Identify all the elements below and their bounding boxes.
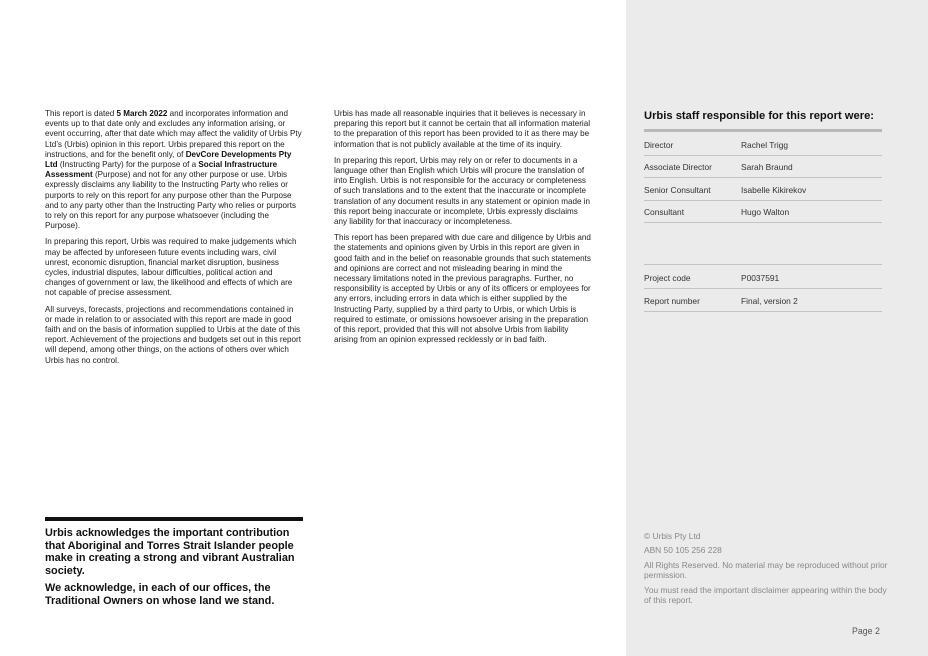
staff-name: Rachel Trigg — [741, 140, 789, 150]
copyright: © Urbis Pty Ltd — [644, 531, 701, 541]
disclaimer-paragraph: In preparing this report, Urbis was required to make judgements which may be affected by unforeseen future events including wars, civil unrest, economic disruption, financial market disruption, business cycles, industrial disputes, labour difficulties, political action and changes of government or law, the likelihood and effects of which are not capable of precise assessment. — [45, 237, 297, 298]
project-code-row — [644, 266, 882, 289]
project-value: Final, version 2 — [741, 296, 798, 306]
acknowledgement-divider — [45, 517, 303, 521]
staff-name: Isabelle Kikirekov — [741, 185, 807, 195]
disclaimer-notice: You must read the important disclaimer appearing within the body of this report. — [644, 584, 887, 606]
acknowledgement-paragraph: Urbis acknowledges the important contribution that Aboriginal and Torres Strait Islander people make in creating a strong and vibrant Australian society. — [45, 527, 295, 577]
disclaimer-paragraph: All surveys, forecasts, projections and recommendations contained in or made in relation to or associated with this report are made in good faith and on the basis of information supplied to Urbis at the date of this report. Achievement of the projections and budgets set out in this report will depend, among other things, on the actions of others over which Urbis has no control. — [45, 304, 302, 365]
disclaimer-paragraph: Urbis has made all reasonable inquiries that it believes is necessary in preparing this report but it cannot be certain that all information material to the preparation of this report has been provided to it as there may be information that is not publicly available at the time of its inquiry. — [334, 109, 590, 149]
staff-row-associate-director — [644, 155, 882, 178]
disclaimer-column-left — [45, 109, 302, 372]
disclaimer-paragraph: This report is dated 5 March 2022 and incorporates information and events up to that date only and excludes any information arising, or event occurring, after that date which may affect the validity of Urbis Pty Ltd’s (Urbis) opinion in this report. Urbis prepared this report on the instructions, and for the benefit only, of DevCore Developments Pty Ltd (Instructing Party) for the purpose of a Social Infrastructure Assessment (Purpose) and not for any other purpose or use. Urbis expressly disclaims any liability to the Instructing Party who relies or purports to rely on this report for any purpose other than the Purpose and to any party other than the Instructing Party who relies or purports to rely on this report for any purpose whatsoever (including the Purpose). — [45, 109, 302, 231]
report-number-row — [644, 289, 882, 312]
report-date: 5 March 2022 — [116, 109, 168, 118]
staff-role: Senior Consultant — [644, 185, 711, 195]
project-label: Report number — [644, 296, 700, 306]
project-divider — [644, 264, 882, 265]
staff-name: Hugo Walton — [741, 207, 790, 217]
disclaimer-column-right — [334, 109, 593, 351]
disclaimer-paragraph: In preparing this report, Urbis may rely on or refer to documents in a language other than English which Urbis will procure the translation of into English. Urbis is not responsible for the accuracy or completeness of such translations and to the extent that the inaccurate or incomplete translation of any document results in any statement or opinion made in this report being inaccurate or incomplete, Urbis expressly disclaims any liability for that inaccuracy or incompleteness. — [334, 155, 590, 227]
staff-heading-rule — [644, 129, 882, 132]
client-name: DevCore Developments Pty Ltd — [45, 149, 292, 170]
project-value: P0037591 — [741, 273, 780, 283]
staff-name: Sarah Braund — [741, 162, 793, 172]
staff-role: Associate Director — [644, 162, 712, 172]
staff-role: Consultant — [644, 207, 685, 217]
staff-row-senior-consultant — [644, 178, 882, 201]
staff-row-consultant — [644, 200, 882, 223]
country-acknowledgement — [45, 527, 307, 613]
rights-notice: All Rights Reserved. No material may be reproduced without prior permission. — [644, 559, 888, 581]
project-label: Project code — [644, 273, 691, 283]
staff-role: Director — [644, 140, 674, 150]
abn: ABN 50 105 256 228 — [644, 545, 722, 556]
staff-row-director — [644, 133, 882, 156]
acknowledgement-paragraph: We acknowledge, in each of our offices, the Traditional Owners on whose land we stand. — [45, 582, 275, 607]
copyright-footer — [644, 531, 889, 609]
report-purpose: Social Infrastructure Assessment — [45, 160, 278, 180]
page-number: Page 2 — [852, 626, 880, 636]
disclaimer-paragraph: This report has been prepared with due care and diligence by Urbis and the statements and opinions given by Urbis in this report are given in good faith and in the belief on reasonable grounds that such statements and opinions are correct and not misleading bearing in mind the necessary limitations noted in the previous paragraphs. Further, no responsibility is accepted by Urbis or any of its officers or employees for any errors, including errors in data which is either supplied by the Instructing Party, supplied by a third party to Urbis, or which Urbis is required to estimate, or omissions howsoever arising in the preparation of this report, provided that this will not absolve Urbis from liability arising from an opinion expressed recklessly or in bad faith. — [334, 233, 591, 345]
staff-heading: Urbis staff responsible for this report were: — [644, 110, 875, 122]
